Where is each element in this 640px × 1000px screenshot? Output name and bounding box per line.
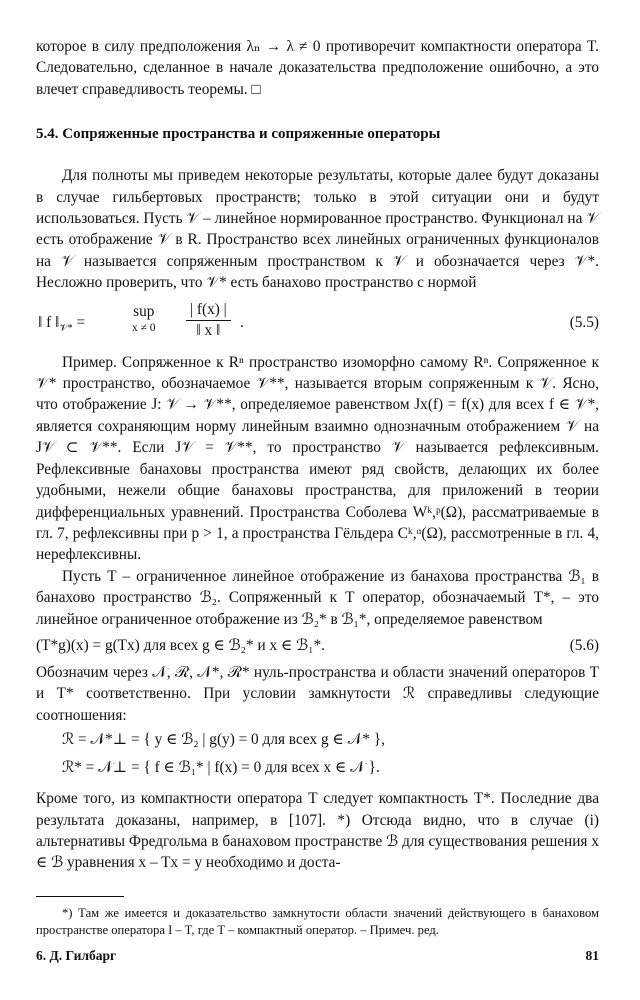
equation-5-5 <box>36 298 599 348</box>
footer-signature: 6. Д. Гилбарг <box>36 948 117 963</box>
section-heading: 5.4. Сопряженные пространства и сопряженные операторы <box>36 126 441 143</box>
relation-2 <box>36 756 599 780</box>
page-number: 81 <box>585 948 599 963</box>
eq55-fraction <box>186 300 231 341</box>
eq55-denominator: ‖ x ‖ <box>196 321 221 339</box>
eq55-lhs: ‖ f ‖ <box>38 313 60 331</box>
paragraph-intro: Для полноты мы приведем некоторые результаты, которые далее будут доказаны в случае гильбертовых пространств; только в этой ситуации они и будут использоваться. Пусть 𝒱 – линейное нормированное пространство. Функционал на 𝒱 есть отображение 𝒱 в R. Пространство всех линейных ограниченных функционалов на 𝒱 называется сопряженным пространством к 𝒱 и обозначается через 𝒱*. Несложно проверить, что 𝒱* есть банахово пространство с нормой <box>36 167 599 292</box>
eq55-sup-sub: x ≠ 0 <box>132 321 156 334</box>
eq55-sup-word: sup <box>133 302 155 320</box>
eq56-text: (T*g)(x) = g(Tx) для всех g ∈ ℬ₂* и x ∈ ℬ₁*. <box>36 636 325 654</box>
equation-5-6 <box>36 634 599 658</box>
footnote: *) Там же имеется и доказательство замкнутости области значений действующего в банаховом пространстве оператора I – T, где T – компактный оператор. – Примеч. ред. <box>36 905 599 937</box>
eq55-sup <box>132 304 156 336</box>
eq55-tail: . <box>240 313 244 331</box>
page-body <box>36 36 599 939</box>
paragraph-end: Кроме того, из компактности оператора T следует компактность T*. Последние два результата доказаны, например, в [107]. *) Отсюда видно, что в случае (i) альтернативы Фредгольма в банаховом пространстве ℬ для существования решения x ∈ ℬ уравнения x – Tx = y необходимо и доста- <box>36 790 599 872</box>
eq55-op: = <box>76 313 86 331</box>
relation-2-text: ℛ* = 𝒩⊥ = { f ∈ ℬ₁* | f(x) = 0 для всех x ∈ 𝒩 }. <box>62 759 380 777</box>
eq55-number: (5.5) <box>569 313 599 331</box>
eq56-number: (5.6) <box>569 636 599 654</box>
paragraph-example: Пример. Сопряженное к Rⁿ пространство изоморфно самому Rⁿ. Сопряженное к 𝒱* пространство, обозначаемое 𝒱**, называется вторым сопряженным к 𝒱. Ясно, что отображение J: 𝒱 → 𝒱**, определяемое равенством Jx(f) = f(x) для всех f ∈ 𝒱*, является сохраняющим норму линейным взаимно однозначным отображением 𝒱 на J𝒱 ⊂ 𝒱**. Если J𝒱 = 𝒱**, то пространство 𝒱 называется рефлексивным. Рефлексивные банаховы пространства имеют ряд свойств, делающих их более удобными, нежели общие банаховы пространства, для приложений в теории дифференциальных уравнений. Пространства Соболева Wᵏ,ᵖ(Ω), рассматриваемые в гл. 7, рефлексивны при p > 1, а пространства Гёльдера Cᵏ,ᵅ(Ω), рассмотренные в гл. 4, нерефлексивны. <box>36 353 599 564</box>
eq55-numerator: | f(x) | <box>186 300 231 321</box>
footnote-rule <box>36 896 124 897</box>
paragraph-top: которое в силу предположения λₙ → λ ≠ 0 противоречит компактности оператора T. Следовательно, сделанное в начале доказательства предположение ошибочно, а это влечет справедливость теоремы. □ <box>36 38 599 98</box>
paragraph-notation: Обозначим через 𝒩, ℛ, 𝒩*, ℛ* нуль-пространства и области значений операторов T и T* соответственно. При условии замкнутости ℛ справедливы следующие соотношения: <box>36 663 599 724</box>
paragraph-adjoint: Пусть T – ограниченное линейное отображение из банахова пространства ℬ₁ в банахово пространство ℬ₂. Сопряженный к T оператор, обозначаемый T*, – это линейное ограниченное отображение из ℬ₂* в ℬ₁*, определяемое равенством <box>36 567 599 628</box>
relation-1 <box>36 728 599 752</box>
relation-1-text: ℛ = 𝒩*⊥ = { y ∈ ℬ₂ | g(y) = 0 для всех g ∈ 𝒩* }, <box>62 731 385 749</box>
page-footer <box>36 948 599 964</box>
eq55-lhs-sub: 𝒱* <box>59 322 73 334</box>
